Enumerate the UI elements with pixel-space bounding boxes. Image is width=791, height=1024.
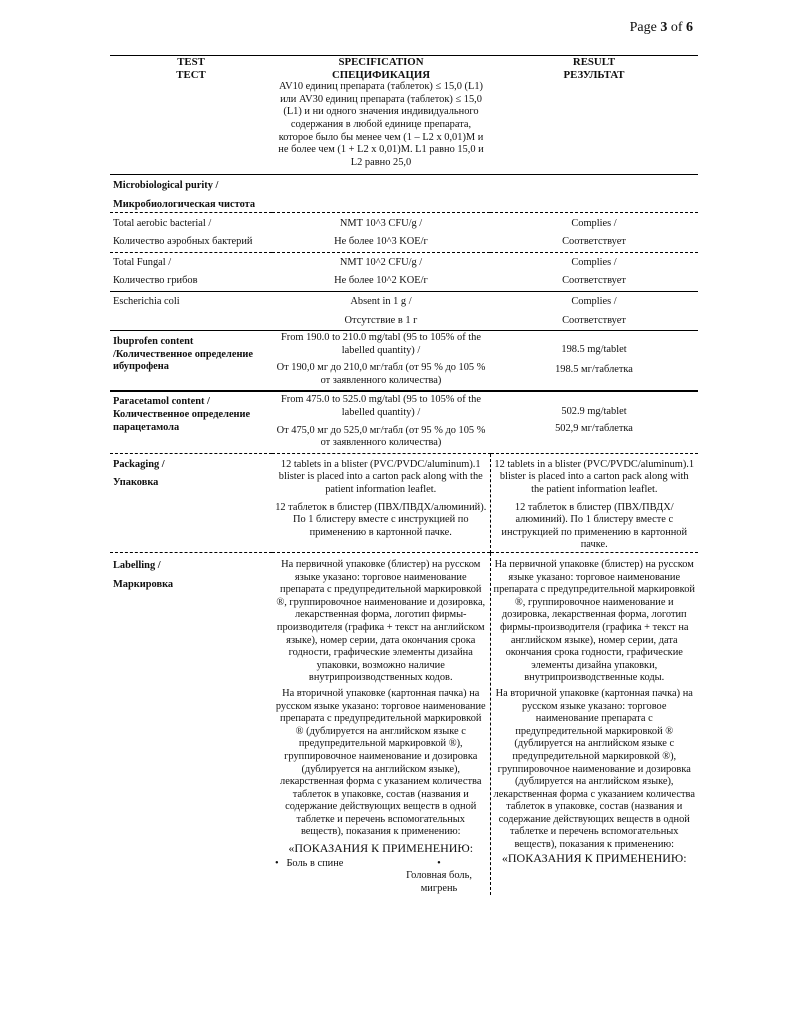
ibuprofen-test: Ibuprofen content xyxy=(113,336,194,348)
packaging-result-ru: 12 таблеток в блистер (ПВХ/ПВДХ/алюминий). По 1 блистеру вместе с инструкцией по применению в картонной пачке. xyxy=(501,501,688,551)
labelling-result-primary: На первичной упаковке (блистер) на русском языке указано: торговое наименование препарата с предупредительной маркировкой ®, группировочное наименование и дозировка, лекарственная форма, логотип фирмы-производителя (графика + текст на английском языке), номер серии, дата окончания срока годности, графические элементы дизайна упаковки, внутрипроизводственные коды. xyxy=(493,559,695,684)
table-row xyxy=(110,453,698,552)
micro-title-ru: Микробиологическая чистота xyxy=(113,198,256,210)
ibuprofen-spec-ru: От 190,0 мг до 210,0 мг/табл (от 95 % до 105 % от заявленного количества) xyxy=(276,362,486,386)
table-row xyxy=(110,391,698,453)
labelling-result-secondary: На вторичной упаковке (картонная пачка) на русском языке указано: торговое наименование препарата с предупредительной маркировкой ® (дублируется на английском языке с предупредительной маркировкой ®), группировочное наименование и дозировка (дублируется на английском языке), лекарственная форма с указанием количества таблеток в упаковке, состав (названия и содержание действующих веществ в одной таблетке и перечень вспомогательных веществ), показания к применению: xyxy=(493,687,695,851)
header-specification: SPECIFICATION xyxy=(272,56,490,69)
ibuprofen-spec: From 190.0 to 210.0 mg/tabl (95 to 105% of the labelled quantity) / xyxy=(280,332,481,356)
ibuprofen-result: 198.5 mg/tablet xyxy=(561,344,627,356)
ecoli-result: Complies / xyxy=(571,295,617,307)
aerobic-test: Total aerobic bacterial / xyxy=(113,217,212,229)
paracetamol-test: Paracetamol content / xyxy=(113,396,210,408)
aerobic-spec: NMT 10^3 CFU/g / xyxy=(339,217,423,229)
fungal-result-ru: Соответствует xyxy=(562,275,626,287)
packaging-result: 12 tablets in a blister (PVC/PVDC/aluminum).1 blister is placed into a carton pack along with the patient information leaflet. xyxy=(494,458,695,496)
table-header-row xyxy=(110,56,698,69)
paracetamol-spec: From 475.0 to 525.0 mg/tabl (95 to 105% of the labelled quantity) / xyxy=(280,394,481,419)
labelling-spec-indications: «ПОКАЗАНИЯ К ПРИМЕНЕНИЮ: xyxy=(288,841,474,856)
labelling-test-ru: Маркировка xyxy=(113,578,174,590)
table-row xyxy=(110,212,698,252)
aerobic-spec-ru: Не более 10^3 KOE/г xyxy=(334,236,428,248)
table-row xyxy=(110,81,698,175)
paracetamol-result: 502.9 mg/tablet xyxy=(561,406,627,418)
ibuprofen-test-ru: /Количественное определение ибупрофена xyxy=(113,348,254,373)
packaging-spec-ru: 12 таблеток в блистер (ПВХ/ПВДХ/алюминий). По 1 блистеру вместе с инструкцией по применению в картонной пачке. xyxy=(275,501,487,538)
fungal-test-ru: Количество грибов xyxy=(113,275,198,287)
continued-specification: AV10 единиц препарата (таблеток) ≤ 15,0 (L1) или AV30 единиц препарата (таблеток) ≤ 15,0 (L1) и ни одного значения индивидуального содержания в любой единице препарата, которое было бы менее чем (1 – L2 x 0,01)M и не более чем (1 + L2 x 0,01)M. L1 равно 15,0 и L2 равно 25,0 xyxy=(278,81,484,168)
table-row xyxy=(110,175,698,212)
table-row xyxy=(110,291,698,330)
header-test-ru: ТЕСТ xyxy=(176,68,206,81)
labelling-spec-secondary: На вторичной упаковке (картонная пачка) на русском языке указано: торговое наименование препарата с предупредительной маркировкой ® (дублируется на английском языке с предупредительной маркировкой ®), группировочное наименование и дозировка (дублируется на английском языке), лекарственная форма с указанием количества таблеток в упаковке, состав (названия и содержание действующих веществ в одной таблетке и перечень вспомогательных веществ), показания к применению: xyxy=(275,687,486,838)
ecoli-result-ru: Соответствует xyxy=(562,314,626,326)
header-specification-ru: СПЕЦИФИКАЦИЯ xyxy=(331,68,431,81)
header-result: RESULT xyxy=(490,56,698,69)
aerobic-test-ru: Количество аэробных бактерий xyxy=(113,236,253,248)
packaging-test: Packaging / xyxy=(113,458,165,470)
labelling-test: Labelling / xyxy=(113,560,161,571)
paracetamol-test-ru: Количественное определение парацетамола xyxy=(113,409,251,433)
table-row xyxy=(110,252,698,291)
ecoli-test: Escherichia coli xyxy=(113,295,180,307)
bullet-back-pain: • Боль в спине xyxy=(275,857,344,869)
fungal-spec: NMT 10^2 CFU/g / xyxy=(339,256,423,268)
header-result-ru: РЕЗУЛЬТАТ xyxy=(563,68,625,81)
aerobic-result: Complies / xyxy=(571,217,617,229)
paracetamol-result-ru: 502,9 мг/таблетка xyxy=(555,423,633,435)
labelling-spec-primary: На первичной упаковке (блистер) на русском языке указано: торговое наименование препарата с предупредительной маркировкой ®, группировочное наименование и дозировка, лекарственная форма, логотип фирмы-производителя (графика + текст на английском языке), номер серии, дата окончания срока годности, графические элементы дизайна упаковки, возможно наличие внутрипроизводственных кодов. xyxy=(276,559,486,684)
table-row xyxy=(110,331,698,392)
bullet-headache: •Головная боль, мигрень xyxy=(406,857,472,894)
ibuprofen-result-ru: 198.5 мг/таблетка xyxy=(555,363,633,375)
fungal-result: Complies / xyxy=(571,256,617,268)
packaging-test-ru: Упаковка xyxy=(113,477,159,489)
page-number: Page 3 of 6 xyxy=(629,20,693,35)
aerobic-result-ru: Соответствует xyxy=(562,236,626,248)
fungal-spec-ru: Не более 10^2 KOE/г xyxy=(334,275,428,287)
indication-bullets xyxy=(275,858,487,896)
table-header-row-ru xyxy=(110,69,698,82)
labelling-result-indications: «ПОКАЗАНИЯ К ПРИМЕНЕНИЮ: xyxy=(501,850,687,865)
table-row xyxy=(110,553,698,896)
ecoli-spec-ru: Отсутствие в 1 г xyxy=(344,314,418,326)
specification-table xyxy=(110,55,698,895)
micro-title: Microbiological purity / xyxy=(113,180,219,192)
paracetamol-spec-ru: От 475,0 мг до 525,0 мг/табл (от 95 % до 105 % от заявленного количества) xyxy=(276,424,486,449)
fungal-test: Total Fungal / xyxy=(113,256,172,268)
ecoli-spec: Absent in 1 g / xyxy=(350,295,412,307)
header-test: TEST xyxy=(110,56,272,69)
packaging-spec: 12 tablets in a blister (PVC/PVDC/aluminum).1 blister is placed into a carton pack along with the patient information leaflet. xyxy=(278,458,483,496)
